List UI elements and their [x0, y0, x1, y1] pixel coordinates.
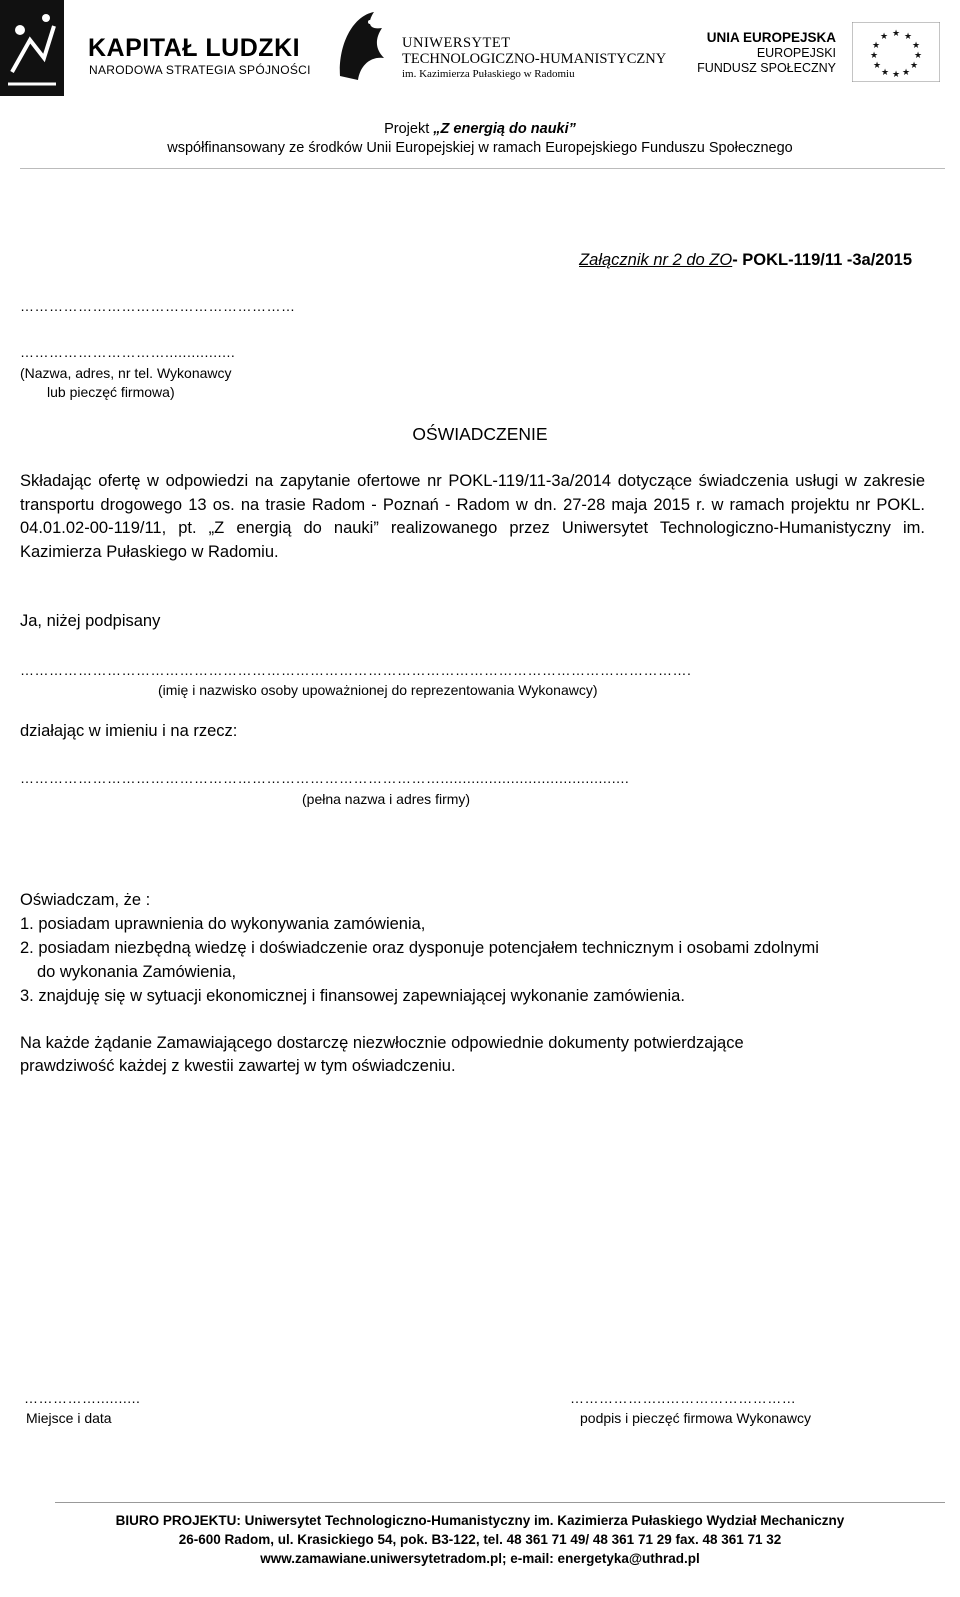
- eu-logo: [697, 20, 960, 92]
- kapital-ludzki-logo: [0, 0, 310, 96]
- eu-logo-line3: FUNDUSZ SPOŁECZNY: [697, 61, 836, 75]
- signature-caption: podpis i pieczęć firmowa Wykonawcy: [580, 1410, 811, 1426]
- university-logo-line2: TECHNOLOGICZNO-HUMANISTYCZNY: [402, 51, 667, 67]
- svg-text:★: ★: [873, 61, 882, 71]
- contractor-dots-line2: …………………………................: [20, 344, 236, 360]
- footer-line3: www.zamawiane.uniwersytetradom.pl; e-mail: energetyka@uthrad.pl: [260, 1551, 700, 1566]
- declaration-item-2: 2. posiadam niezbędną wiedzę i doświadczenie oraz dysponuje potencjałem technicznym i osobami zdolnymi: [20, 939, 819, 957]
- eu-logo-line1: UNIA EUROPEJSKA: [706, 30, 836, 45]
- eu-logo-line2: EUROPEJSKI: [756, 46, 836, 60]
- closing-line2: prawdziwość każdej z kwestii zawartej w tym oświadczeniu.: [20, 1057, 456, 1075]
- kapital-ludzki-title: KAPITAŁ LUDZKI: [88, 34, 301, 62]
- footer-line2: 26-600 Radom, ul. Krasickiego 54, pok. B3-122, tel. 48 361 71 49/ 48 361 71 29 fax. 48 361 71 32: [178, 1532, 782, 1547]
- place-date-dots: ……………..........: [24, 1390, 141, 1406]
- annex-number: - POKL-119/11 -3a/2015: [732, 251, 912, 269]
- university-logo-line3: im. Kazimierza Pułaskiego w Radomiu: [402, 68, 575, 80]
- acting-label: działając w imieniu i na rzecz:: [20, 722, 238, 740]
- contractor-caption-line2: lub pieczęć firmowa): [47, 384, 175, 400]
- annex-label: Załącznik nr 2 do ZO: [579, 251, 733, 269]
- svg-text:★: ★: [892, 70, 901, 80]
- project-title: [0, 121, 960, 137]
- project-prefix: Projekt: [384, 121, 434, 137]
- eu-flag-icon: [852, 22, 940, 82]
- place-date-caption: Miejsce i data: [26, 1410, 112, 1426]
- closing-line1: Na każde żądanie Zamawiającego dostarczę niezwłocznie odpowiednie dokumenty potwierdzające: [20, 1034, 744, 1052]
- university-logo-line1: UNIWERSYTET: [402, 35, 511, 51]
- svg-text:★: ★: [872, 41, 881, 51]
- svg-text:★: ★: [902, 68, 911, 78]
- svg-text:★: ★: [870, 51, 879, 61]
- intro-paragraph: Składając ofertę w odpowiedzi na zapytanie ofertowe nr POKL-119/11-3a/2014 dotyczące świadczenia usługi w zakresie transportu drogowego 13 os. na trasie Radom - Poznań - Radom w dn. 27-28 maja 2015 r. w ramach projektu nr POKL. 04.01.02-00-119/11, pt. „Z energią do nauki” realizowanego przez Uniwersytet Technologiczno-Humanistyczny im. Kazimierza Pułaskiego w Radomiu.: [20, 472, 925, 561]
- svg-text:★: ★: [881, 68, 890, 78]
- document-title: OŚWIADCZENIE: [412, 424, 548, 444]
- svg-text:★: ★: [892, 29, 901, 39]
- annex-reference: [579, 251, 912, 270]
- contractor-dots-line1: …………………………………………………: [20, 298, 296, 314]
- contractor-caption-line1: (Nazwa, adres, nr tel. Wykonawcy: [20, 365, 232, 381]
- header-divider: [20, 168, 945, 169]
- cofinance-note: współfinansowany ze środków Unii Europejskiej w ramach Europejskiego Funduszu Społecznego: [167, 140, 793, 156]
- declaration-item-3: 3. znajduję się w sytuacji ekonomicznej i finansowej zapewniającej wykonanie zamówienia.: [20, 987, 685, 1005]
- acting-caption: (pełna nazwa i adres firmy): [302, 791, 471, 807]
- footer-line1: BIURO PROJEKTU: Uniwersytet Technologiczno-Humanistyczny im. Kazimierza Pułaskiego Wydział Mechaniczny: [115, 1513, 845, 1528]
- project-name: „Z energią do nauki”: [433, 121, 576, 137]
- svg-text:★: ★: [912, 41, 921, 51]
- acting-dots: ……………………………………………………………………………...........................................: [20, 770, 630, 786]
- signature-dots: ………………..………………………: [570, 1390, 797, 1406]
- svg-text:★: ★: [910, 61, 919, 71]
- footer-divider: [55, 1502, 945, 1503]
- griffin-icon: [330, 6, 390, 86]
- declaration-item-2-cont: do wykonania Zamówienia,: [37, 963, 237, 981]
- declaration-lead: Oświadczam, że :: [20, 891, 151, 909]
- svg-text:★: ★: [880, 32, 889, 42]
- signer-label: Ja, niżej podpisany: [20, 612, 161, 630]
- university-logo: [330, 4, 690, 96]
- declaration-item-1: 1. posiadam uprawnienia do wykonywania zamówienia,: [20, 915, 426, 933]
- svg-text:★: ★: [914, 51, 923, 61]
- signer-dots: ………………………………………………………………………………………………………………………….: [20, 662, 692, 678]
- signer-caption: (imię i nazwisko osoby upoważnionej do reprezentowania Wykonawcy): [158, 682, 598, 698]
- kapital-ludzki-subtitle: NARODOWA STRATEGIA SPÓJNOŚCI: [89, 63, 311, 77]
- svg-text:★: ★: [904, 32, 913, 42]
